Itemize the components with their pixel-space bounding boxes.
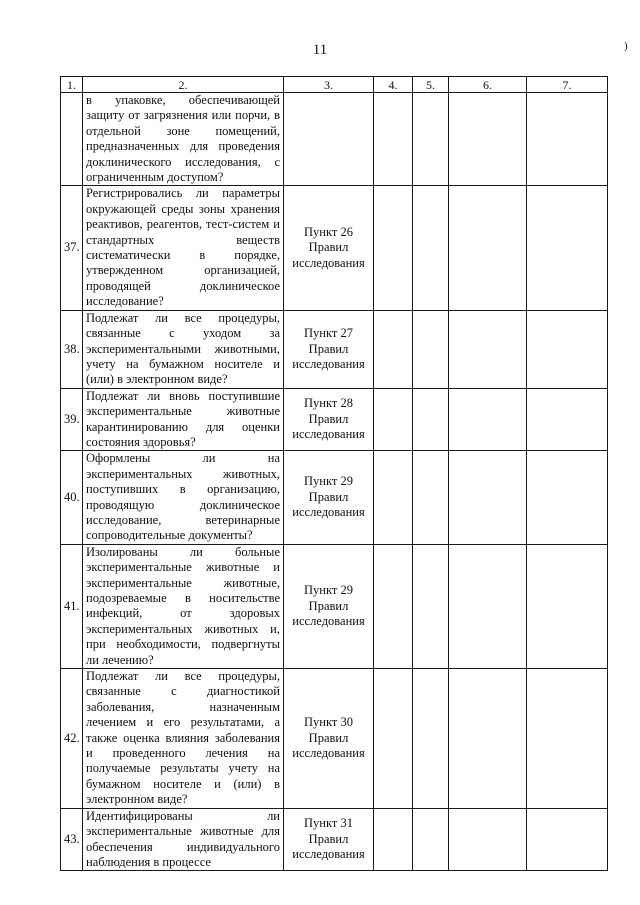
- answer-cell-no: [413, 544, 449, 668]
- legal-reference: Пункт 30 Правил исследования: [284, 669, 374, 809]
- answer-cell-not-applicable: [449, 669, 527, 809]
- legal-reference: Пункт 29 Правил исследования: [284, 451, 374, 544]
- table-row: [61, 451, 608, 544]
- page-number: 11: [312, 42, 328, 58]
- row-number: 43.: [61, 808, 83, 871]
- answer-cell-yes: [374, 186, 413, 310]
- answer-cell-no: [413, 186, 449, 310]
- answer-cell-yes: [374, 93, 413, 186]
- answer-cell-no: [413, 388, 449, 451]
- row-number: 42.: [61, 669, 83, 809]
- table-header-row: [61, 77, 608, 93]
- header-cell-7: 7.: [527, 77, 608, 93]
- header-cell-6: 6.: [449, 77, 527, 93]
- answer-cell-no: [413, 310, 449, 388]
- question-text: в упаковке, обеспечивающей защиту от загрязнения или порчи, в отдельной зоне помещений, предназначенных для проведения доклинического исследования, с ограниченным доступом?: [83, 93, 284, 186]
- header-cell-1: 1.: [61, 77, 83, 93]
- table-row: [61, 808, 608, 871]
- answer-cell-yes: [374, 310, 413, 388]
- legal-reference: Пункт 27 Правил исследования: [284, 310, 374, 388]
- note-cell: [527, 669, 608, 809]
- answer-cell-not-applicable: [449, 808, 527, 871]
- row-number: 37.: [61, 186, 83, 310]
- question-text: Подлежат ли вновь поступившие экспериментальные животные карантинированию для оценки состояния здоровья?: [83, 388, 284, 451]
- note-cell: [527, 388, 608, 451]
- question-text: Подлежат ли все процедуры, связанные с уходом за экспериментальными животными, учету на бумажном носителе и (или) в электронном виде?: [83, 310, 284, 388]
- answer-cell-no: [413, 93, 449, 186]
- row-number: 39.: [61, 388, 83, 451]
- header-cell-4: 4.: [374, 77, 413, 93]
- answer-cell-not-applicable: [449, 451, 527, 544]
- legal-reference: Пункт 28 Правил исследования: [284, 388, 374, 451]
- question-text: Изолированы ли больные экспериментальные животные и экспериментальные животные, подозреваемые в носительстве инфекций, от здоровых экспериментальных животных и, при необходимости, подвергнуты ли лечению?: [83, 544, 284, 668]
- table-row: [61, 310, 608, 388]
- legal-reference: [284, 93, 374, 186]
- answer-cell-yes: [374, 808, 413, 871]
- note-cell: [527, 544, 608, 668]
- margin-mark: ): [624, 40, 628, 52]
- row-number: 38.: [61, 310, 83, 388]
- question-text: Регистрировались ли параметры окружающей среды зоны хранения реактивов, реагентов, тест-систем и стандартных веществ систематически в порядке, утвержденном организацией, проводящей доклиническое исследование?: [83, 186, 284, 310]
- answer-cell-no: [413, 808, 449, 871]
- answer-cell-not-applicable: [449, 93, 527, 186]
- answer-cell-yes: [374, 388, 413, 451]
- header-cell-2: 2.: [83, 77, 284, 93]
- answer-cell-yes: [374, 669, 413, 809]
- table-row: [61, 669, 608, 809]
- table-row: [61, 186, 608, 310]
- table-row: [61, 93, 608, 186]
- answer-cell-no: [413, 669, 449, 809]
- note-cell: [527, 186, 608, 310]
- answer-cell-not-applicable: [449, 544, 527, 668]
- legal-reference: Пункт 29 Правил исследования: [284, 544, 374, 668]
- row-number: 41.: [61, 544, 83, 668]
- row-number: [61, 93, 83, 186]
- question-text: Идентифицированы ли экспериментальные животные для обеспечения индивидуального наблюдения в процессе: [83, 808, 284, 871]
- answer-cell-yes: [374, 544, 413, 668]
- question-text: Подлежат ли все процедуры, связанные с диагностикой заболевания, назначенным лечением и его результатами, а также оценка влияния заболевания и проведенного лечения на получаемые результаты учету на бумажном носителе и (или) в электронном виде?: [83, 669, 284, 809]
- note-cell: [527, 310, 608, 388]
- header-cell-3: 3.: [284, 77, 374, 93]
- note-cell: [527, 451, 608, 544]
- answer-cell-not-applicable: [449, 186, 527, 310]
- table-row: [61, 388, 608, 451]
- checklist-table: [60, 76, 608, 871]
- legal-reference: Пункт 26 Правил исследования: [284, 186, 374, 310]
- legal-reference: Пункт 31 Правил исследования: [284, 808, 374, 871]
- answer-cell-yes: [374, 451, 413, 544]
- answer-cell-no: [413, 451, 449, 544]
- note-cell: [527, 93, 608, 186]
- question-text: Оформлены ли на экспериментальных животных, поступивших в организацию, проводящую доклиническое исследование, ветеринарные сопроводительные документы?: [83, 451, 284, 544]
- row-number: 40.: [61, 451, 83, 544]
- table-row: [61, 544, 608, 668]
- note-cell: [527, 808, 608, 871]
- answer-cell-not-applicable: [449, 310, 527, 388]
- answer-cell-not-applicable: [449, 388, 527, 451]
- header-cell-5: 5.: [413, 77, 449, 93]
